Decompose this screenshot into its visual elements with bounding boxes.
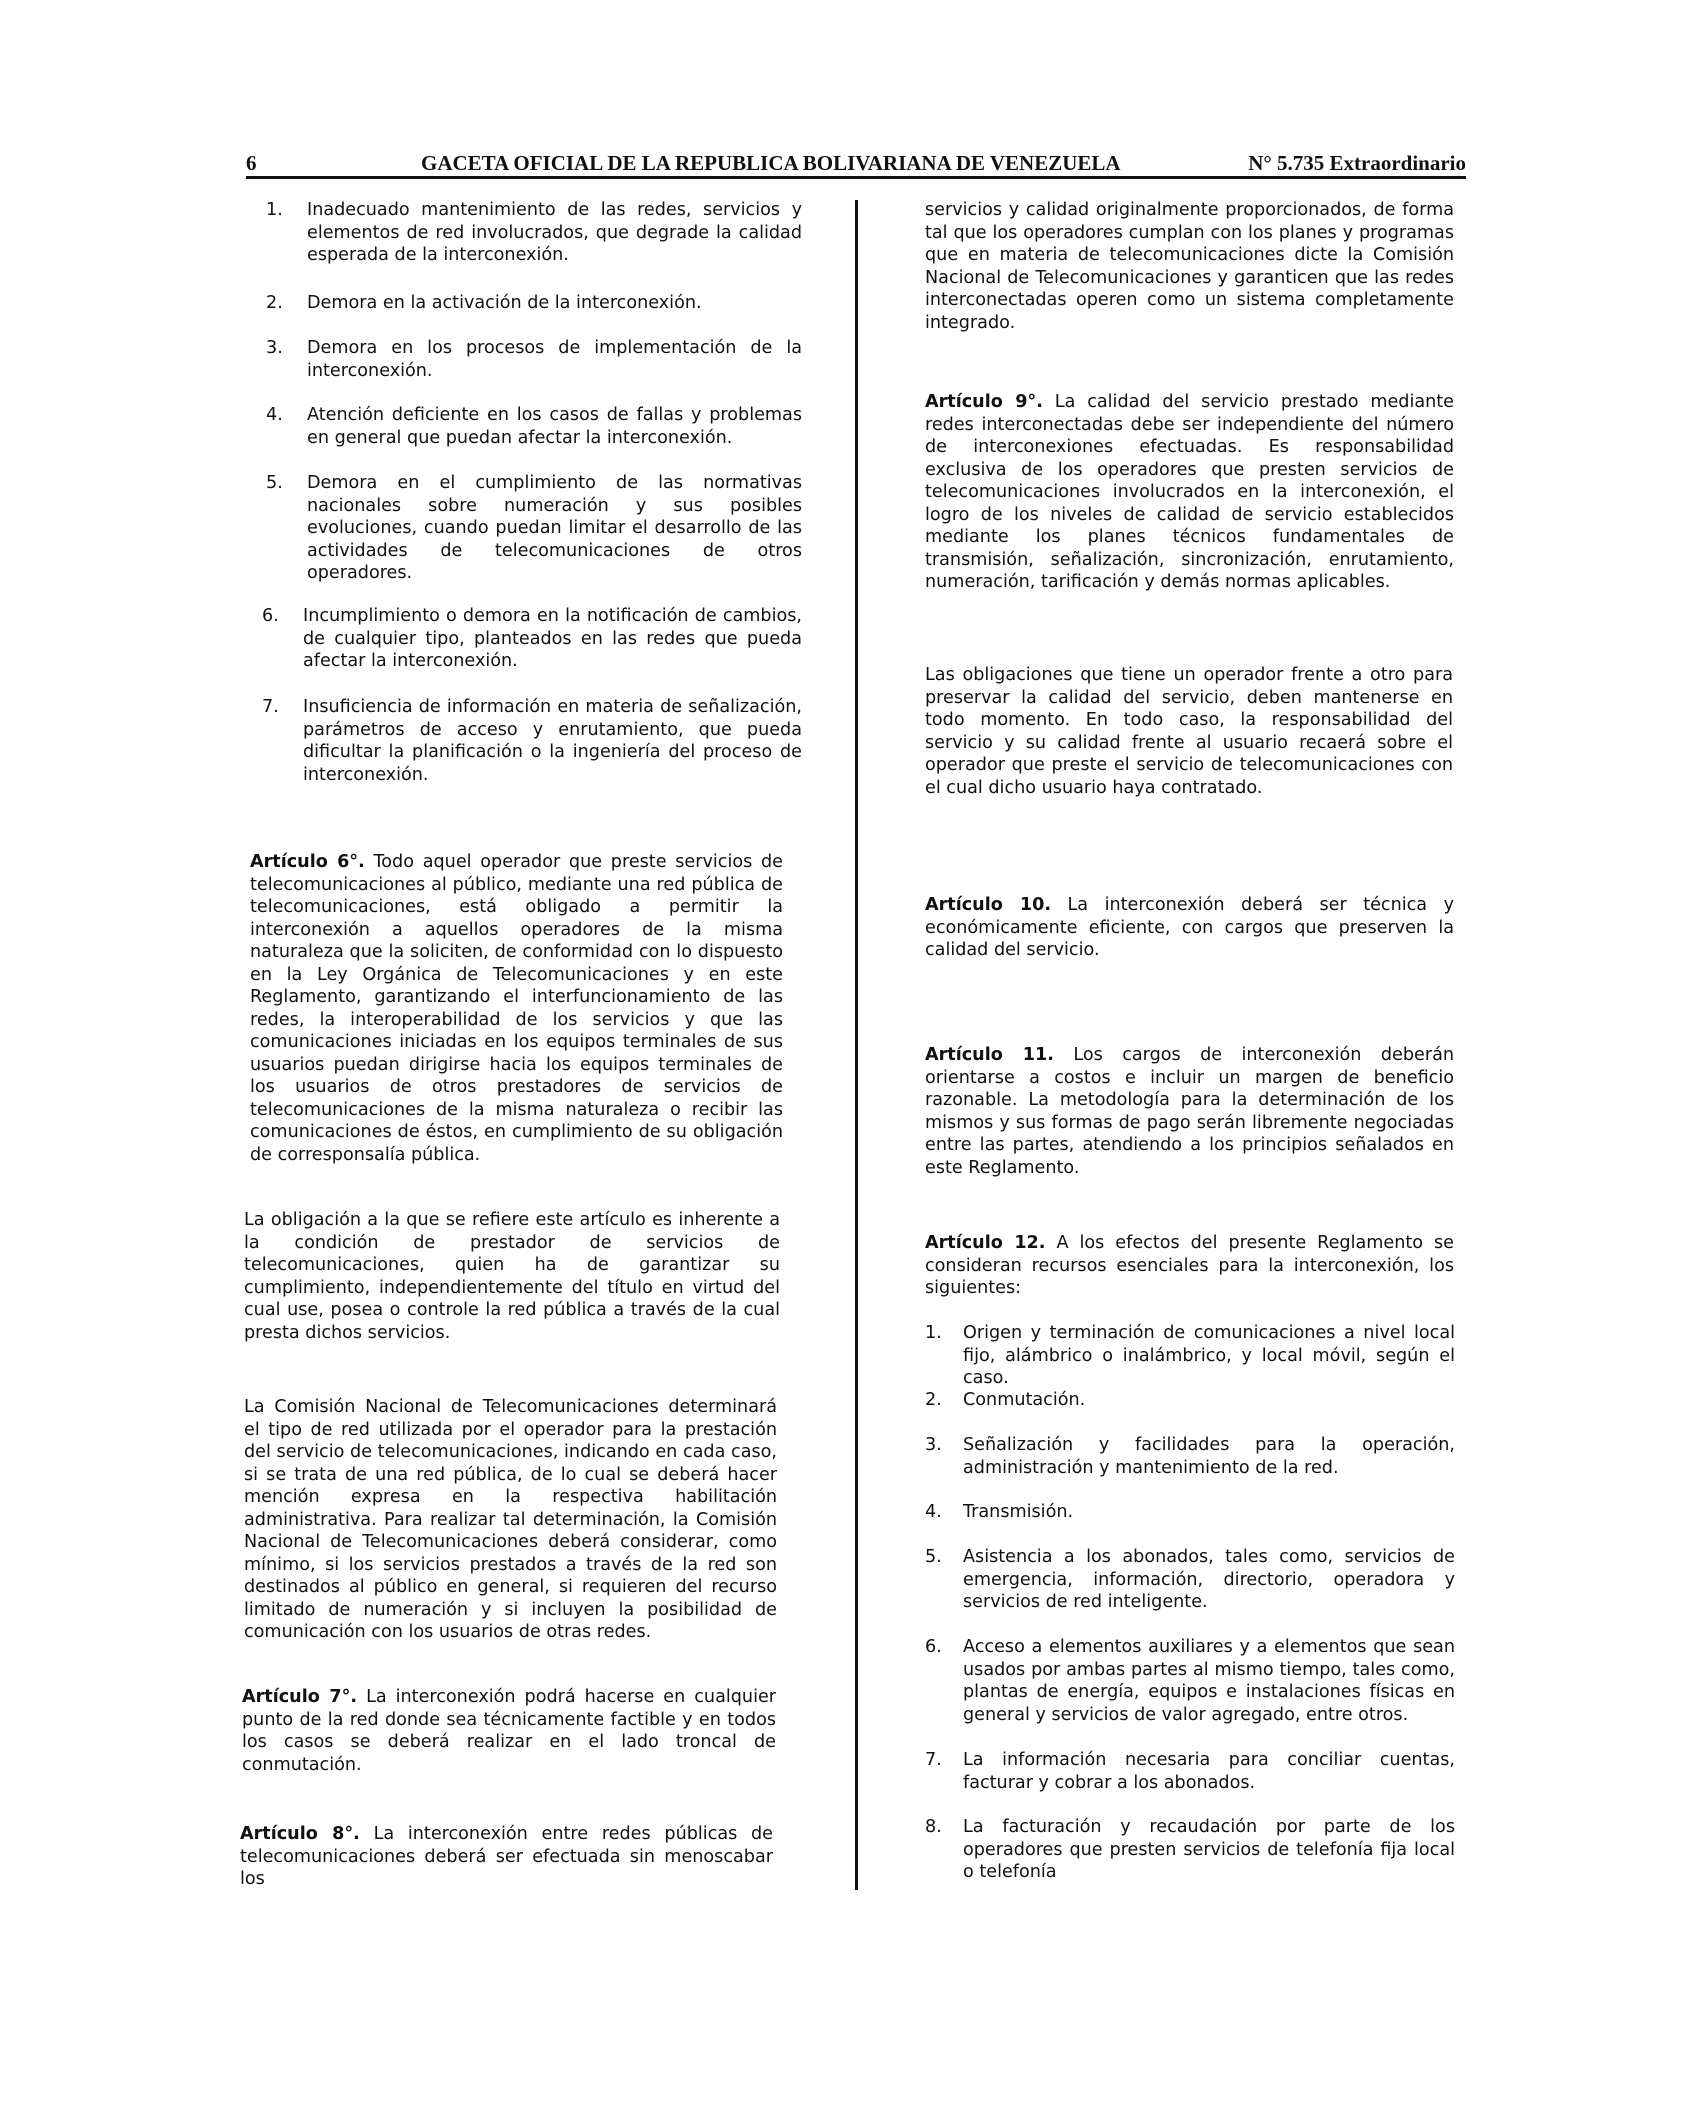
right-column (860, 0, 1708, 2118)
list-text: Transmisión. (963, 1502, 1074, 1522)
list-number: 2. (925, 1390, 942, 1410)
list-text: La información necesaria para conciliar cuentas, facturar y cobrar a los abonados. (963, 1750, 1455, 1793)
list-number: 8. (925, 1817, 942, 1837)
article-9 (925, 391, 1454, 594)
list-text: Demora en los procesos de implementación de la interconexión. (307, 338, 802, 381)
article-12-label: Artículo 12. (925, 1233, 1046, 1253)
list-number: 6. (925, 1637, 942, 1657)
article-12-text: A los efectos del presente Reglamento se consideran recursos esenciales para la interconexión, los siguientes: (925, 1233, 1455, 1298)
article-6-label: Artículo 6°. (250, 852, 365, 872)
list-text: La facturación y recaudación por parte de los operadores que presten servicios de telefonía fija local o telefonía (963, 1817, 1455, 1882)
article-6-text: Todo aquel operador que preste servicios de telecomunicaciones al público, mediante una red pública de telecomunicaciones, está obligado a permitir la interconexión a aquellos operadores de la misma naturaleza que la soliciten, de conformidad con lo dispuesto en la Ley Orgánica de Telecomunicaciones y en este Reglamento, garantizando el interfuncionamiento de las redes, la interoperabilidad de los servicios y que las comunicaciones iniciadas en los equipos terminales de sus usuarios puedan dirigirse hacia los equipos terminales de los usuarios de otros prestadores de servicios de telecomunicaciones de la misma naturaleza o recibir las comunicaciones de éstos, en cumplimiento de su obligación de corresponsalía pública. (250, 852, 783, 1165)
article-7-text: La interconexión podrá hacerse en cualquier punto de la red donde sea técnicamente factible y en todos los casos se deberá realizar en el lado troncal de conmutación. (242, 1687, 777, 1775)
list-text: Acceso a elementos auxiliares y a elementos que sean usados por ambas partes al mismo tiempo, tales como, plantas de energía, equipos e instalaciones físicas en general y servicios de valor agregado, entre otros. (963, 1637, 1455, 1725)
page-number: 6 (246, 151, 257, 175)
list-text: Insuficiencia de información en materia de señalización, parámetros de acceso y enrutamiento, que pueda dificultar la planificación o la ingeniería del proceso de interconexión. (303, 697, 802, 785)
list-number: 7. (925, 1750, 942, 1770)
list-number: 1. (266, 200, 283, 220)
article-10 (925, 894, 1454, 962)
article-6 (250, 851, 783, 1166)
list-text: Atención deficiente en los casos de fallas y problemas en general que puedan afectar la interconexión. (307, 405, 802, 448)
list-text: Asistencia a los abonados, tales como, servicios de emergencia, información, directorio, operadora y servicios de red inteligente. (963, 1547, 1455, 1612)
article-8-text: La interconexión entre redes públicas de telecomunicaciones deberá ser efectuada sin menoscabar los (240, 1824, 774, 1889)
list-number: 5. (266, 473, 283, 493)
article-7-label: Artículo 7°. (242, 1687, 358, 1707)
list-number: 2. (266, 293, 283, 313)
article-11 (925, 1044, 1454, 1179)
article-7 (242, 1686, 776, 1776)
article-9-label: Artículo 9°. (925, 392, 1043, 412)
issue-number: N° 5.735 Extraordinario (1248, 151, 1466, 175)
paragraph-obligaciones: Las obligaciones que tiene un operador frente a otro para preservar la calidad del servicio, deben mantenerse en todo momento. En todo caso, la responsabilidad del servicio y su calidad frente al usuario recaerá sobre el operador que preste el servicio de telecomunicaciones con el cual dicho usuario haya contratado. (925, 665, 1453, 798)
list-text: Origen y terminación de comunicaciones a nivel local fijo, alámbrico o inalámbrico, y local móvil, según el caso. (963, 1323, 1455, 1388)
list-number: 1. (925, 1323, 942, 1343)
list-number: 3. (925, 1435, 942, 1455)
list-number: 7. (262, 697, 279, 717)
paragraph-obligacion: La obligación a la que se refiere este artículo es inherente a la condición de prestador de servicios de telecomunicaciones, quien ha de garantizar su cumplimiento, independientemente del título en virtud del cual use, posea o controle la red pública a través de la cual presta dichos servicios. (244, 1210, 780, 1343)
list-number: 5. (925, 1547, 942, 1567)
list-number: 4. (925, 1502, 942, 1522)
list-text: Inadecuado mantenimiento de las redes, servicios y elementos de red involucrados, que degrade la calidad esperada de la interconexión. (307, 200, 802, 265)
article-11-label: Artículo 11. (925, 1045, 1054, 1065)
article-10-text: La interconexión deberá ser técnica y económicamente eficiente, con cargos que preserven la calidad del servicio. (925, 895, 1454, 960)
article-9-text: La calidad del servicio prestado mediante redes interconectadas debe ser independiente del número de interconexiones efectuadas. Es responsabilidad exclusiva de los operadores que presten servicios de telecomunicaciones involucrados en la interconexión, el logro de los niveles de calidad de servicio establecidos mediante los planes técnicos fundamentales de transmisión, señalización, sincronización, enrutamiento, numeración, tarificación y demás normas aplicables. (925, 392, 1455, 592)
paragraph-comision: La Comisión Nacional de Telecomunicaciones determinará el tipo de red utilizada por el operador para la prestación del servicio de telecomunicaciones, indicando en cada caso, si se trata de una red pública, de lo cual se deberá hacer mención expresa en la respectiva habilitación administrativa. Para realizar tal determinación, la Comisión Nacional de Telecomunicaciones deberá considerar, como mínimo, si los servicios prestados a través de la red son destinados al público en general, si requieren del recurso limitado de numeración y si incluyen la posibilidad de comunicación con los usuarios de otras redes. (244, 1397, 777, 1642)
article-8 (240, 1823, 773, 1891)
gazette-title: GACETA OFICIAL DE LA REPUBLICA BOLIVARIANA DE VENEZUELA (421, 151, 1121, 175)
article-11-text: Los cargos de interconexión deberán orientarse a costos e incluir un margen de beneficio razonable. La metodología para la determinación de los mismos y sus formas de pago serán libremente negociadas entre las partes, atendiendo a los principios señalados en este Reglamento. (925, 1045, 1454, 1178)
list-text: Demora en la activación de la interconexión. (307, 293, 702, 313)
list-text: Demora en el cumplimiento de las normativas nacionales sobre numeración y sus posibles evoluciones, cuando puedan limitar el desarrollo de las actividades de telecomunicaciones de otros operadores. (307, 473, 802, 583)
article-12 (925, 1232, 1454, 1300)
article-8-continuation: servicios y calidad originalmente proporcionados, de forma tal que los operadores cumplan con los planes y programas que en materia de telecomunicaciones dicte la Comisión Nacional de Telecomunicaciones y garanticen que las redes interconectadas operen como un sistema completamente integrado. (925, 200, 1454, 333)
article-10-label: Artículo 10. (925, 895, 1051, 915)
list-text: Conmutación. (963, 1390, 1086, 1410)
list-text: Incumplimiento o demora en la notificación de cambios, de cualquier tipo, planteados en las redes que pueda afectar la interconexión. (303, 606, 802, 671)
article-8-label: Artículo 8°. (240, 1824, 360, 1844)
list-text: Señalización y facilidades para la operación, administración y mantenimiento de la red. (963, 1435, 1455, 1478)
list-number: 3. (266, 338, 283, 358)
list-number: 6. (262, 606, 279, 626)
list-number: 4. (266, 405, 283, 425)
